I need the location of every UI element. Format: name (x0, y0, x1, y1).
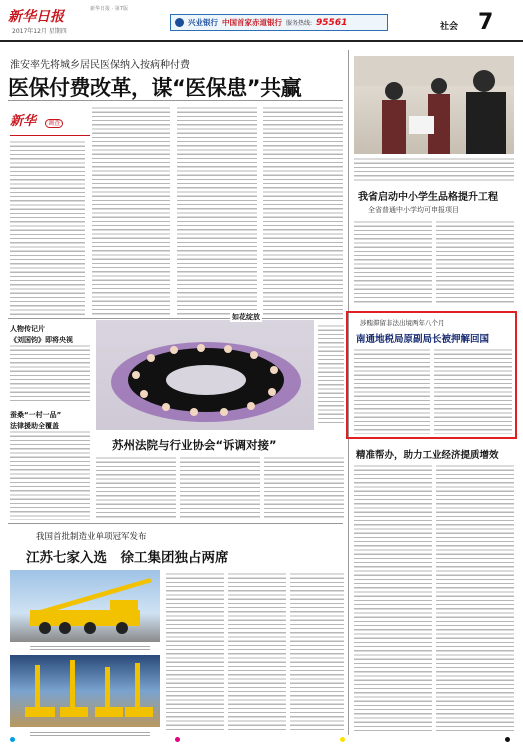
bank-advert (170, 14, 388, 31)
brief-2-text (10, 430, 90, 520)
right-story1-col-1 (354, 220, 432, 305)
top-meta: 新华日报 · 第7版 (90, 6, 128, 12)
highlight-kicker: 涉贿滞留非法出境两年八个月 (360, 319, 445, 327)
right-story3-headline: 精准帮办，助力工业经济提质增效 (356, 450, 499, 461)
photo-label: 如花绽放 (232, 313, 260, 321)
right-story3-col-1 (354, 464, 432, 732)
court-headline: 苏州法院与行业协会“诉调对接” (112, 438, 277, 452)
badge-label: 调查 (45, 119, 63, 128)
divider (8, 100, 343, 101)
bank-logo-icon (175, 18, 184, 27)
right-story1-sub: 全省普通中小学均可申报项目 (368, 206, 459, 214)
photo-caption-text (318, 324, 344, 424)
divider (8, 318, 343, 319)
court-text-col-1 (96, 456, 176, 518)
print-registration-marks (10, 737, 510, 742)
lead-text-col-4 (263, 106, 343, 316)
bank-name: 兴业银行 (188, 18, 218, 27)
highlight-text-col-2 (434, 348, 512, 434)
masthead-logo: 新华日报 (8, 9, 64, 25)
crane-caption (30, 644, 150, 652)
manufacturing-kicker: 我国首批制造业单项冠军发布 (36, 532, 147, 542)
brief-title: 蚕桑“一村一品” (10, 411, 62, 419)
students-caption (354, 157, 514, 181)
right-story1-col-2 (436, 220, 514, 305)
mfg-text-col-1 (166, 572, 224, 732)
lead-text-col-2 (92, 106, 170, 316)
crane-truck-image (10, 570, 160, 642)
lead-text-col-3 (177, 106, 257, 316)
divider (8, 523, 343, 524)
color-dot-icon (505, 737, 510, 742)
color-dot-icon (340, 737, 345, 742)
sidebar-brief-2 (10, 410, 90, 431)
color-dot-icon (175, 737, 180, 742)
investigation-badge (10, 110, 90, 136)
lead-kicker: 淮安率先将城乡居民医保纳入按病种付费 (10, 60, 190, 71)
dancers-circle-image (96, 320, 314, 430)
brief-subtitle: 法律援助全覆盖 (10, 422, 59, 430)
mfg-text-col-3 (290, 572, 344, 732)
bank-hotline-label: 服务热线: (286, 20, 313, 27)
lead-text-col-1 (10, 140, 85, 315)
mfg-text-col-2 (228, 572, 286, 732)
brief-1-text (10, 344, 90, 402)
highlight-text-col-1 (354, 348, 430, 434)
lead-headline: 医保付费改革，谋“医保患”共赢 (8, 76, 302, 100)
crane-photo (10, 570, 160, 642)
page-number: 7 (478, 10, 494, 35)
brief-title: 人物传记片 (10, 325, 45, 333)
color-dot-icon (10, 737, 15, 742)
drilling-rigs-image (10, 655, 160, 727)
issue-date: 2017年12月 星期四 (12, 28, 67, 35)
sidebar-brief-1 (10, 324, 90, 345)
manufacturing-headline: 江苏七家入选 徐工集团独占两席 (26, 550, 229, 566)
court-text-col-3 (264, 456, 344, 518)
court-text-col-2 (180, 456, 260, 518)
brief-subtitle: 《刘国钧》即将央视 (10, 336, 73, 344)
bank-slogan: 中国首家赤道银行 (222, 18, 282, 27)
badge-logo: 新华 (10, 114, 37, 129)
dance-photo (96, 320, 314, 430)
students-image (354, 56, 514, 154)
highlight-headline: 南通地税局原副局长被押解回国 (356, 334, 490, 345)
drill-photo (10, 655, 160, 727)
drill-caption (30, 730, 150, 736)
section-name: 社会 (440, 22, 459, 32)
bank-hotline-number: 95561 (316, 17, 348, 28)
right-story1-headline: 我省启动中小学生品格提升工程 (358, 192, 498, 203)
right-story3-col-2 (436, 464, 514, 732)
students-photo (354, 56, 514, 154)
